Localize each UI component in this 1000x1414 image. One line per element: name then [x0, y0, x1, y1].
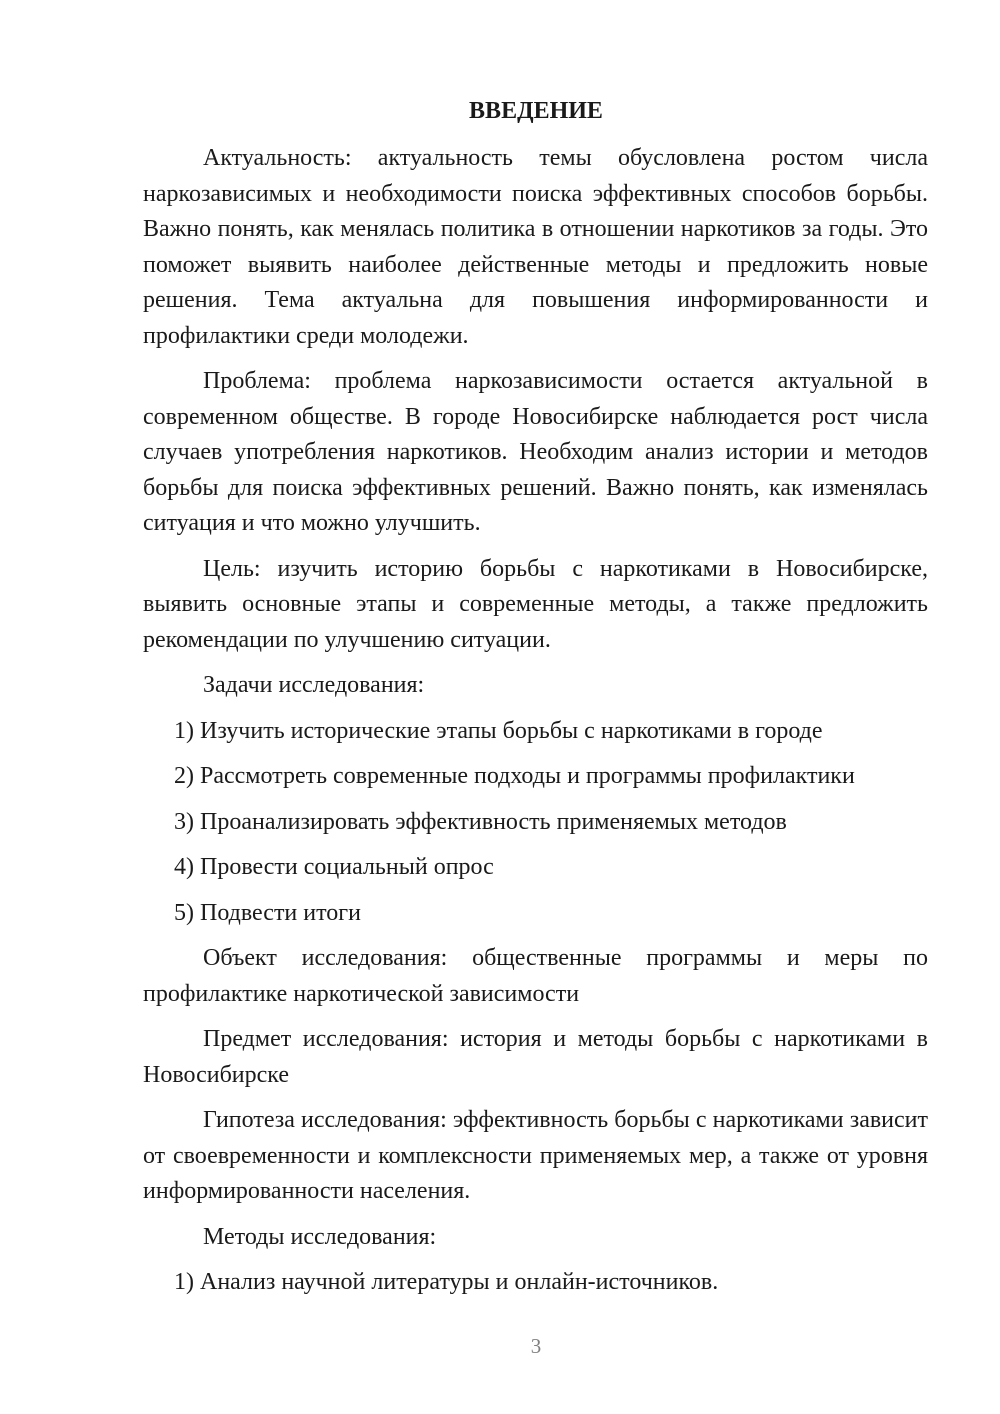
- method-item-1: 1) Анализ научной литературы и онлайн-источников.: [174, 1269, 719, 1295]
- subject-paragraph: Предмет исследования: история и методы борьбы с наркотиками в Новосибирске: [143, 1026, 928, 1088]
- problem-paragraph: Проблема: проблема наркозависимости остается актуальной в современном обществе. В городе Новосибирске наблюдается рост числа случаев употребления наркотиков. Необходим анализ истории и методов борьбы для поиска эффективных решений. Важно понять, как изменялась ситуация и что можно улучшить.: [143, 368, 928, 536]
- relevance-paragraph: Актуальность: актуальность темы обусловлена ростом числа наркозависимых и необходимости поиска эффективных способов борьбы. Важно понять, как менялась политика в отношении наркотиков за годы. Это поможет выявить наиболее действенные методы и предложить новые решения. Тема актуальна для повышения информированности и профилактики среди молодежи.: [143, 145, 928, 349]
- methods-heading: Методы исследования:: [203, 1223, 437, 1250]
- tasks-heading: Задачи исследования:: [203, 672, 425, 698]
- object-paragraph: Объект исследования: общественные программы и меры по профилактике наркотической зависимости: [143, 945, 928, 1007]
- task-item-2: 2) Рассмотреть современные подходы и программы профилактики: [174, 763, 855, 789]
- body-text: [143, 141, 928, 1311]
- page-number: 3: [530, 1334, 542, 1358]
- task-item-4: 4) Провести социальный опрос: [174, 854, 494, 880]
- goal-paragraph: Цель: изучить историю борьбы с наркотиками в Новосибирске, выявить основные этапы и современные методы, а также предложить рекомендации по улучшению ситуации.: [143, 555, 928, 653]
- task-item-3: 3) Проанализировать эффективность применяемых методов: [174, 808, 787, 835]
- task-item-5: 5) Подвести итоги: [174, 899, 361, 926]
- page-title: ВВЕДЕНИЕ: [469, 98, 603, 124]
- task-item-1: 1) Изучить исторические этапы борьбы с наркотиками в городе: [174, 717, 823, 744]
- hypothesis-paragraph: Гипотеза исследования: эффективность борьбы с наркотиками зависит от своевременности и комплексности применяемых мер, а также от уровня информированности населения.: [143, 1107, 928, 1204]
